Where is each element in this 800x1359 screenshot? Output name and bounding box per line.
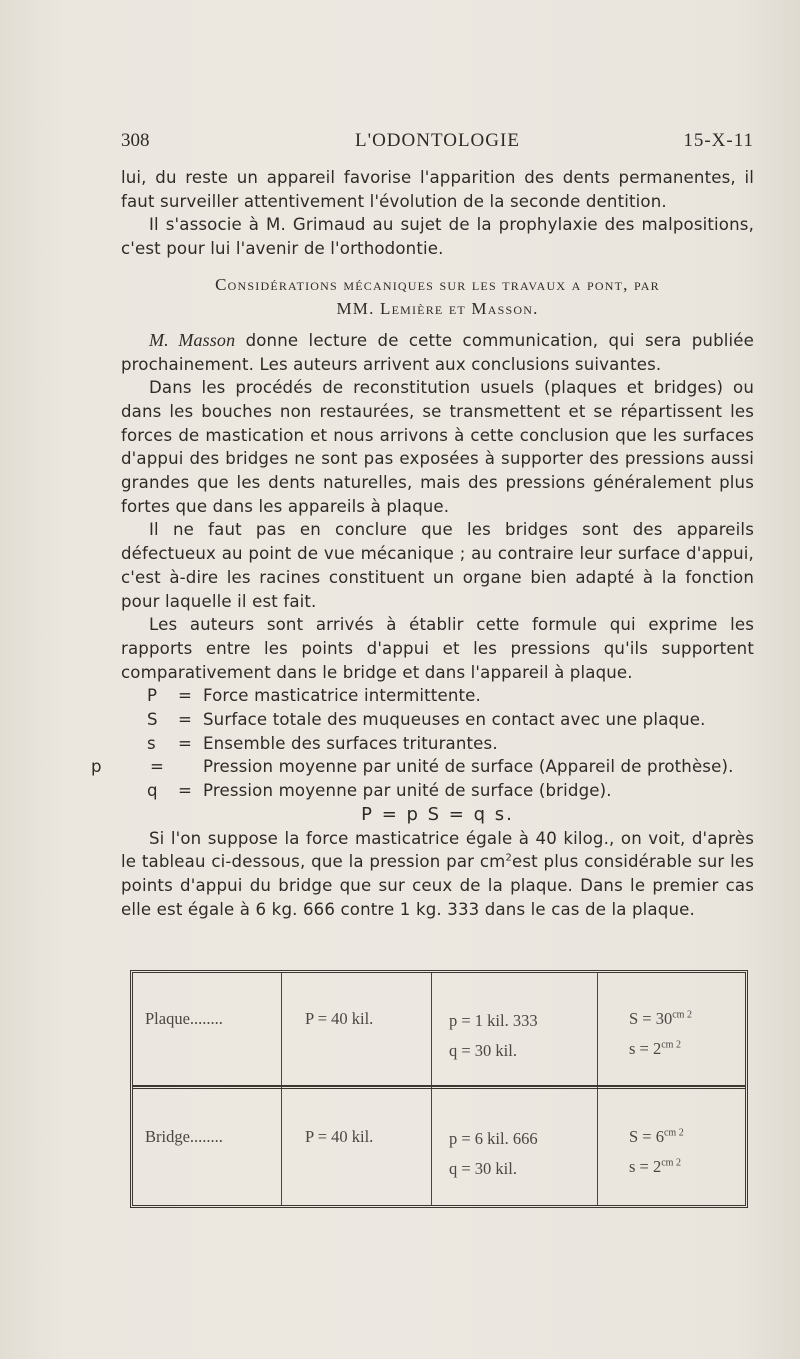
formula: P = p S = q s. bbox=[361, 803, 514, 825]
section-title-line-1: Considérations mécaniques sur les travaux a pont, par bbox=[215, 274, 660, 294]
pressure-p-value: p = 6 kil. 666 bbox=[449, 1129, 538, 1148]
definition-S: S = Surface totale des muqueuses en contact avec une plaque. bbox=[147, 710, 706, 730]
surface-s-value: $s = 2^{cm 2}$ bbox=[629, 1157, 681, 1176]
running-header bbox=[121, 130, 754, 158]
comparison-table bbox=[130, 970, 748, 1208]
paragraph-2: Il s'associe à M. Grimaud au sujet de la prophylaxie des malpositions, c'est pour lui l'avenir de l'orthodontie. bbox=[121, 215, 754, 259]
definition-P: P = Force masticatrice intermittente. bbox=[147, 686, 481, 706]
section-title bbox=[121, 273, 754, 321]
row-label: Bridge........ bbox=[145, 1127, 223, 1146]
paragraph-3 bbox=[121, 329, 754, 376]
surface-s-value: $s = 2^{cm 2}$ bbox=[629, 1039, 681, 1058]
paragraph-1: lui, du reste un appareil favorise l'apparition des dents permanentes, il faut surveiller attentivement l'évolution de la seconde dentition. bbox=[121, 168, 754, 211]
issue-date: 15-X-11 bbox=[683, 130, 754, 151]
journal-title: L'ODONTOLOGIE bbox=[355, 130, 520, 151]
speaker-name: M. Masson bbox=[149, 329, 236, 350]
force-value: P = 40 kil. bbox=[305, 1127, 374, 1146]
definition-q: q = Pression moyenne par unité de surface (bridge). bbox=[147, 781, 612, 801]
table-row-bridge bbox=[133, 1091, 745, 1203]
paragraph-7: Si l'on suppose la force masticatrice égale à 40 kilog., on voit, d'après le tableau ci-dessous, que la pression par $cm^2est$ plus considérable sur les points d'appui du bridge que sur ceux de la plaque. Dans le premier cas elle est égale à 6 kg. 666 contre 1 kg. 333 dans le cas de la plaque. bbox=[121, 828, 754, 919]
surface-S-value: $S = 30^{cm 2}$ bbox=[629, 1009, 692, 1028]
body-text bbox=[91, 166, 754, 921]
pressure-q-value: q = 30 kil. bbox=[449, 1041, 517, 1060]
surface-S-value: $S = 6^{cm 2}$ bbox=[629, 1127, 684, 1146]
page-number: 308 bbox=[121, 130, 150, 151]
paragraph-3-text: donne lecture de cette communication, qui sera publiée prochainement. Les auteurs arrivent aux conclusions suivantes. bbox=[121, 330, 754, 374]
row-label: Plaque........ bbox=[145, 1009, 223, 1028]
paragraph-5: Il ne faut pas en conclure que les bridges sont des appareils défectueux au point de vue mécanique ; au contraire leur surface d'appui, c'est à-dire les racines constituent un organe bien adapté à la fonction pour laquelle il est fait. bbox=[121, 520, 754, 611]
table-row-plaque bbox=[133, 973, 745, 1085]
force-value: P = 40 kil. bbox=[305, 1009, 374, 1028]
pressure-q-value: q = 30 kil. bbox=[449, 1159, 517, 1178]
definition-s: s = Ensemble des surfaces triturantes. bbox=[147, 733, 498, 753]
definition-p: p = Pression moyenne par unité de surface (Appareil de prothèse). bbox=[91, 757, 734, 777]
pressure-p-value: p = 1 kil. 333 bbox=[449, 1011, 538, 1030]
paragraph-4: Dans les procédés de reconstitution usuels (plaques et bridges) ou dans les bouches non restaurées, se transmettent et se répartissent les forces de mastication et nous arrivons à cette conclusion que les surfaces d'appui des bridges ne sont pas exposées à supporter des pressions aussi grandes que les dents naturelles, mais des pressions généralement plus fortes que dans les appareils à plaque. bbox=[121, 378, 754, 516]
row-separator bbox=[133, 1085, 745, 1089]
section-title-line-2: MM. Lemière et Masson. bbox=[336, 298, 539, 318]
paragraph-6: Les auteurs sont arrivés à établir cette formule qui exprime les rapports entre les points d'appui et les pressions qu'ils supportent comparativement dans le bridge et dans l'appareil à plaque. bbox=[121, 615, 754, 682]
